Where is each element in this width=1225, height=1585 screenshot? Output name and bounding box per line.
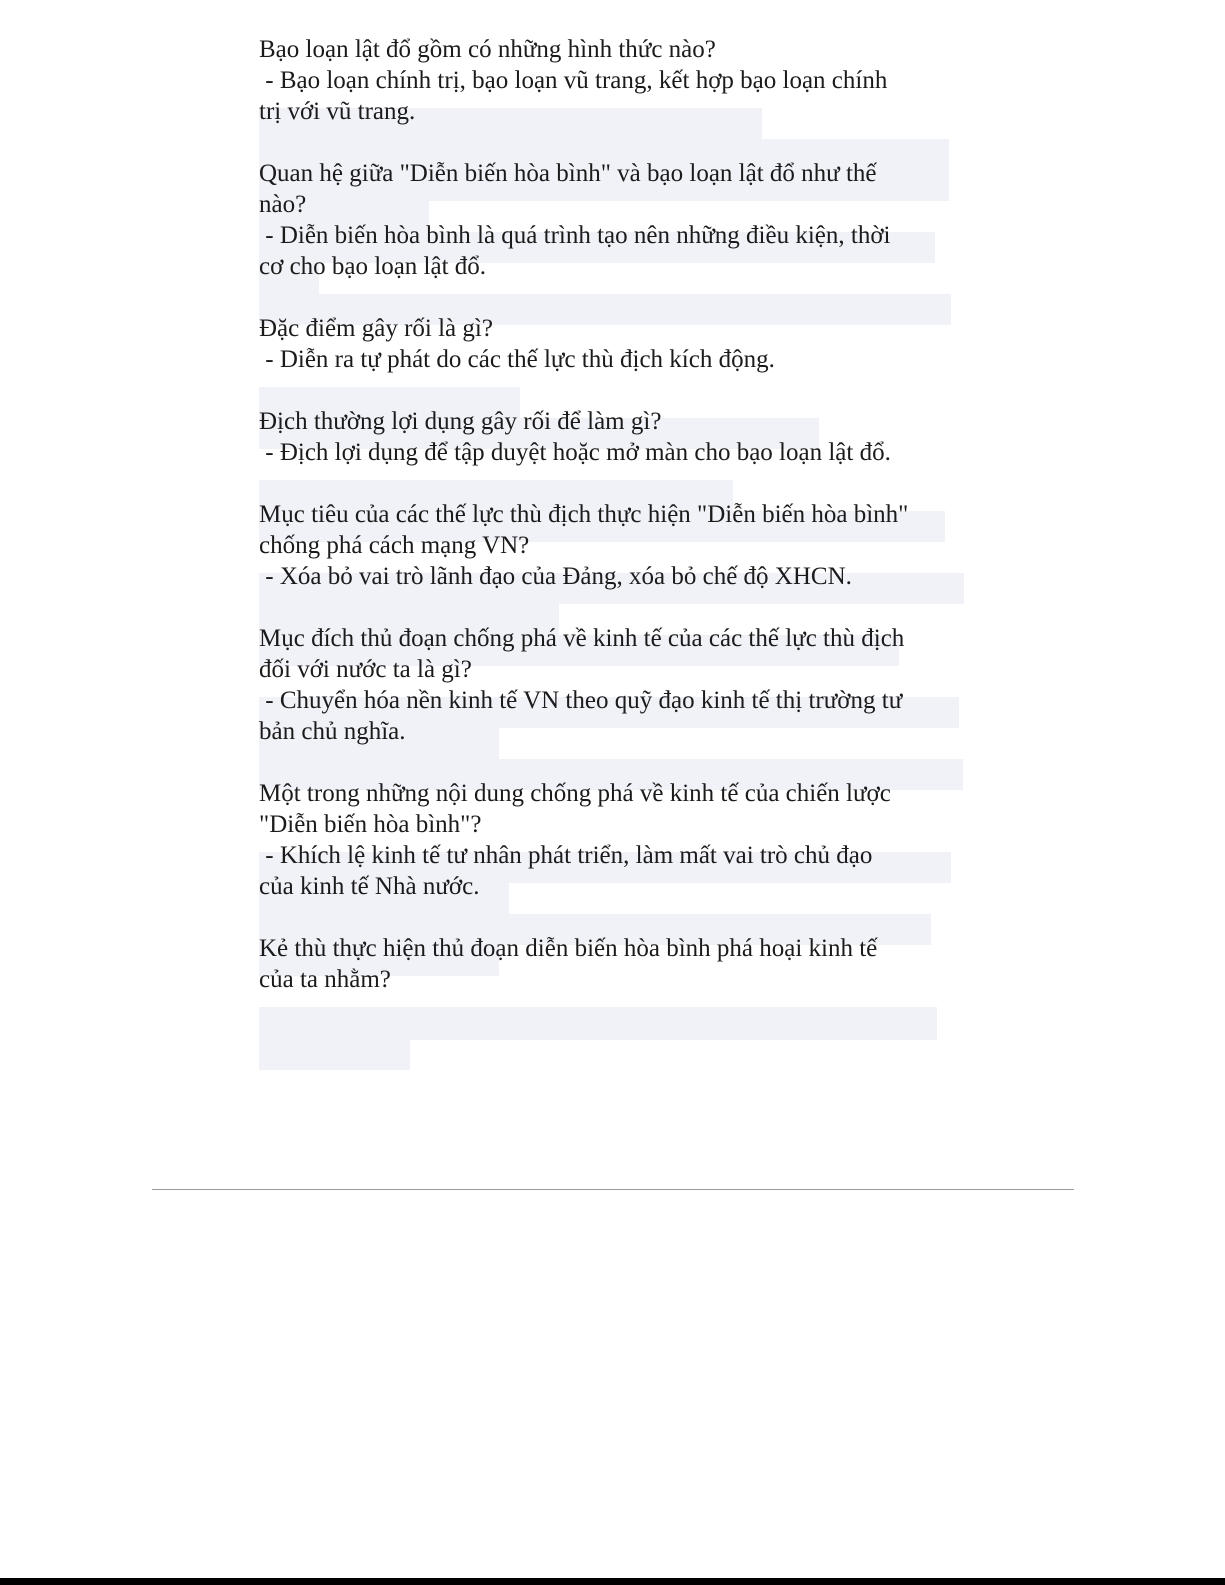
- question-line: "Diễn biến hòa bình"?: [259, 811, 482, 838]
- question-line: Một trong những nội dung chống phá về kinh tế của chiến lược: [259, 780, 891, 807]
- qa-item: [259, 34, 979, 127]
- question-line: chống phá cách mạng VN?: [259, 532, 530, 559]
- highlight-band: [259, 1040, 410, 1070]
- answer-line: trị với vũ trang.: [259, 98, 416, 125]
- question-line: Địch thường lợi dụng gây rối để làm gì?: [259, 408, 662, 435]
- qa-item: [259, 158, 979, 282]
- qa-item: [259, 499, 979, 592]
- bottom-edge-bar: [0, 1578, 1225, 1585]
- qa-list: [259, 34, 979, 1026]
- answer-line: bản chủ nghĩa.: [259, 718, 406, 745]
- answer-line: - Khích lệ kinh tế tư nhân phát triển, làm mất vai trò chủ đạo: [259, 842, 873, 869]
- question-line: Đặc điểm gây rối là gì?: [259, 315, 493, 342]
- question-line: Bạo loạn lật đổ gồm có những hình thức nào?: [259, 36, 716, 63]
- question-line: Mục đích thủ đoạn chống phá về kinh tế của các thế lực thù địch: [259, 625, 905, 652]
- qa-item: [259, 933, 979, 995]
- question-line: Mục tiêu của các thế lực thù địch thực hiện "Diễn biến hòa bình": [259, 501, 909, 528]
- answer-line: - Bạo loạn chính trị, bạo loạn vũ trang, kết hợp bạo loạn chính: [259, 67, 888, 94]
- answer-line: của kinh tế Nhà nước.: [259, 873, 480, 900]
- question-line: Kẻ thù thực hiện thủ đoạn diễn biến hòa bình phá hoại kinh tế: [259, 935, 878, 962]
- question-line: của ta nhằm?: [259, 966, 391, 993]
- question-line: đối với nước ta là gì?: [259, 656, 472, 683]
- answer-line: - Chuyển hóa nền kinh tế VN theo quỹ đạo kinh tế thị trường tư: [259, 687, 903, 714]
- qa-item: [259, 778, 979, 902]
- answer-line: - Diễn ra tự phát do các thế lực thù địch kích động.: [259, 346, 775, 373]
- question-line: Quan hệ giữa "Diễn biến hòa bình" và bạo loạn lật đổ như thế: [259, 160, 877, 187]
- qa-item: [259, 313, 979, 375]
- answer-line: cơ cho bạo loạn lật đổ.: [259, 253, 487, 280]
- answer-line: - Địch lợi dụng để tập duyệt hoặc mở màn cho bạo loạn lật đổ.: [259, 439, 891, 466]
- question-line: nào?: [259, 191, 307, 218]
- answer-line: - Xóa bỏ vai trò lãnh đạo của Đảng, xóa bỏ chế độ XHCN.: [259, 563, 852, 590]
- page-divider: [152, 1189, 1074, 1190]
- qa-item: [259, 623, 979, 747]
- answer-line: - Diễn biến hòa bình là quá trình tạo nên những điều kiện, thời: [259, 222, 891, 249]
- qa-item: [259, 406, 979, 468]
